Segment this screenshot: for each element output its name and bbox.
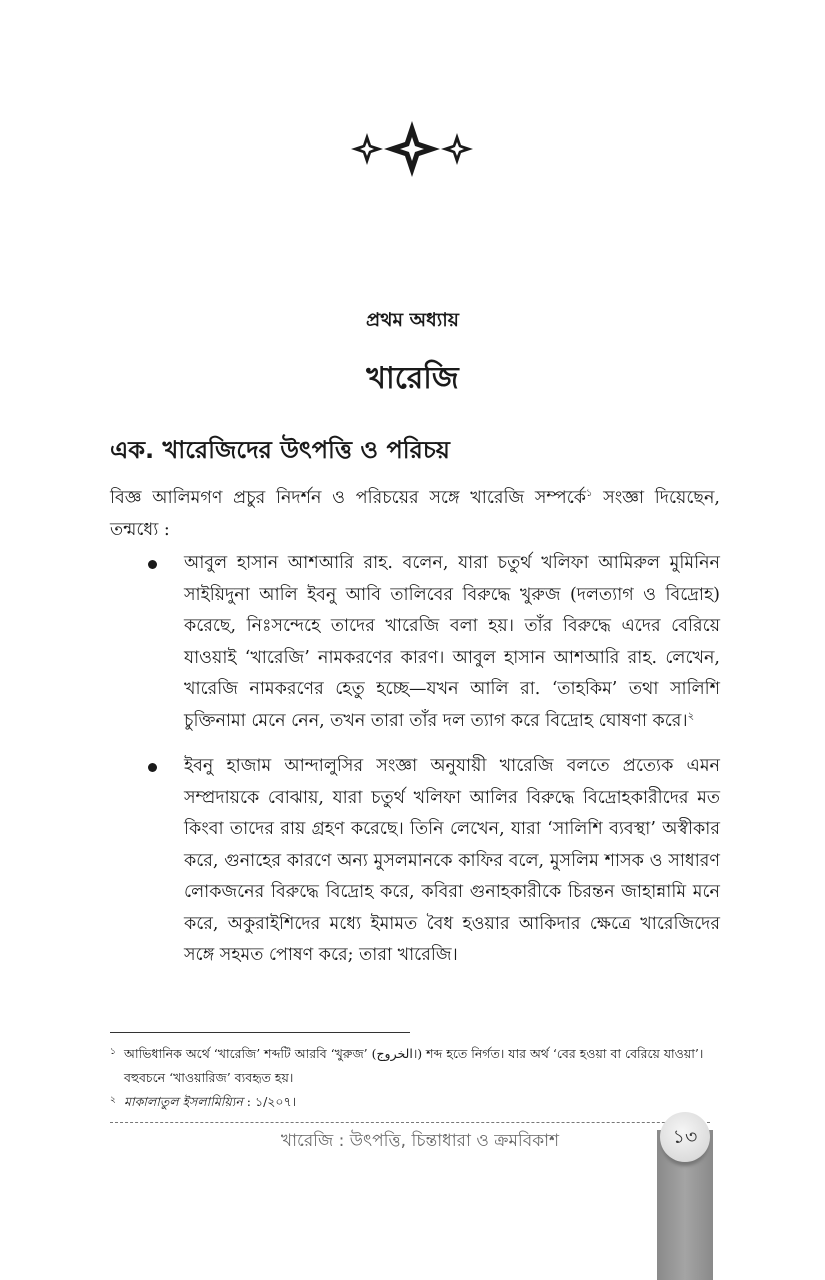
intro-text-end: সংজ্ঞা দিয়েছেন, তন্মধ্যে : (110, 488, 720, 540)
footnote-ref[interactable]: ১ (585, 488, 593, 500)
list-item (110, 548, 720, 737)
footnote-text: : ১/২০৭। (242, 1094, 297, 1109)
bullet-icon (148, 560, 157, 569)
footnote-mark: ২ (110, 1095, 116, 1105)
list-item-text: ইবনু হাজাম আন্দালুসির সংজ্ঞা অনুযায়ী খারেজি বলতে প্রত্যেক এমন সম্প্রদায়কে বোঝায়, যারা চতুর্থ খলিফা আলির বিরুদ্ধে বিদ্রোহকারীদের মত কিংবা তাদের রায় গ্রহণ করেছে। তিনি লেখেন, যারা ‘সালিশি ব্যবস্থা’ অস্বীকার করে, গুনাহের কারণে অন্য মুসলমানকে কাফির বলে, মুসলিম শাসক ও সাধারণ লোকজনের বিরুদ্ধে বিদ্রোহ করে, কবিরা গুনাহকারীকে চিরন্তন জাহান্নামি মনে করে, অকুরাইশিদের মধ্যে ইমামত বৈধ হওয়ার আকিদার ক্ষেত্রে খারেজিদের সঙ্গে সহমত পোষণ করে; তারা খারেজি। (184, 756, 720, 965)
footnote-divider (110, 1032, 410, 1033)
list-item-text: আবুল হাসান আশআরি রাহ. বলেন, যারা চতুর্থ খলিফা আমিরুল মুমিনিন সাইয়িদুনা আলি ইবনু আবি তালিবের বিরুদ্ধে খুরুজ (দলত্যাগ ও বিদ্রোহ) করেছে, নিঃসন্দেহে তাদের খারেজি বলা হয়। তাঁর বিরুদ্ধে এদের বেরিয়ে যাওয়াই ‘খারেজি’ নামকরণের কারণ। আবুল হাসান আশআরি রাহ. লেখেন, খারেজি নামকরণের হেতু হচ্ছে—যখন আলি রা. ‘তাহকিম’ তথা সালিশি চুক্তিনামা মেনে নেন, তখন তারা তাঁর দল ত্যাগ করে বিদ্রোহ ঘোষণা করে। (184, 553, 720, 731)
list-item (110, 751, 720, 972)
definition-list (110, 548, 720, 972)
footnote-text: আভিধানিক অর্থে ‘খারেজি’ শব্দটি আরবি ‘খুরুজ’ (الخروج।) শব্দ হতে নির্গত। যার অর্থ ‘বের হওয়া বা বেরিয়ে যাওয়া’। বহুবচনে ‘খাওয়ারিজ’ ব্যবহৃত হয়। (124, 1046, 704, 1085)
intro-text: বিজ্ঞ আলিমগণ প্রচুর নিদর্শন ও পরিচয়ের সঙ্গে খারেজি সম্পর্কে (110, 488, 586, 508)
footnote-ref[interactable]: ২ (687, 710, 695, 722)
footnote (110, 1090, 720, 1114)
bullet-icon (148, 763, 157, 772)
chapter-label: প্রথম অধ্যায় (366, 309, 459, 331)
page-number: ১৩ (660, 1112, 710, 1162)
chapter-title: খারেজি (366, 361, 459, 396)
footnote (110, 1042, 720, 1090)
footnote-source-title: মাকালাতুল ইসলামিয়্যিন (124, 1094, 243, 1109)
star-ornament-icon (347, 118, 477, 180)
intro-paragraph (110, 482, 720, 546)
section-heading: এক. খারেজিদের উৎপত্তি ও পরিচয় (110, 436, 450, 464)
footnote-mark: ১ (110, 1047, 116, 1057)
footnotes (110, 1042, 720, 1114)
footer-divider (110, 1122, 710, 1123)
running-footer-title: খারেজি : উৎপত্তি, চিন্তাধারা ও ক্রমবিকাশ (280, 1131, 560, 1151)
